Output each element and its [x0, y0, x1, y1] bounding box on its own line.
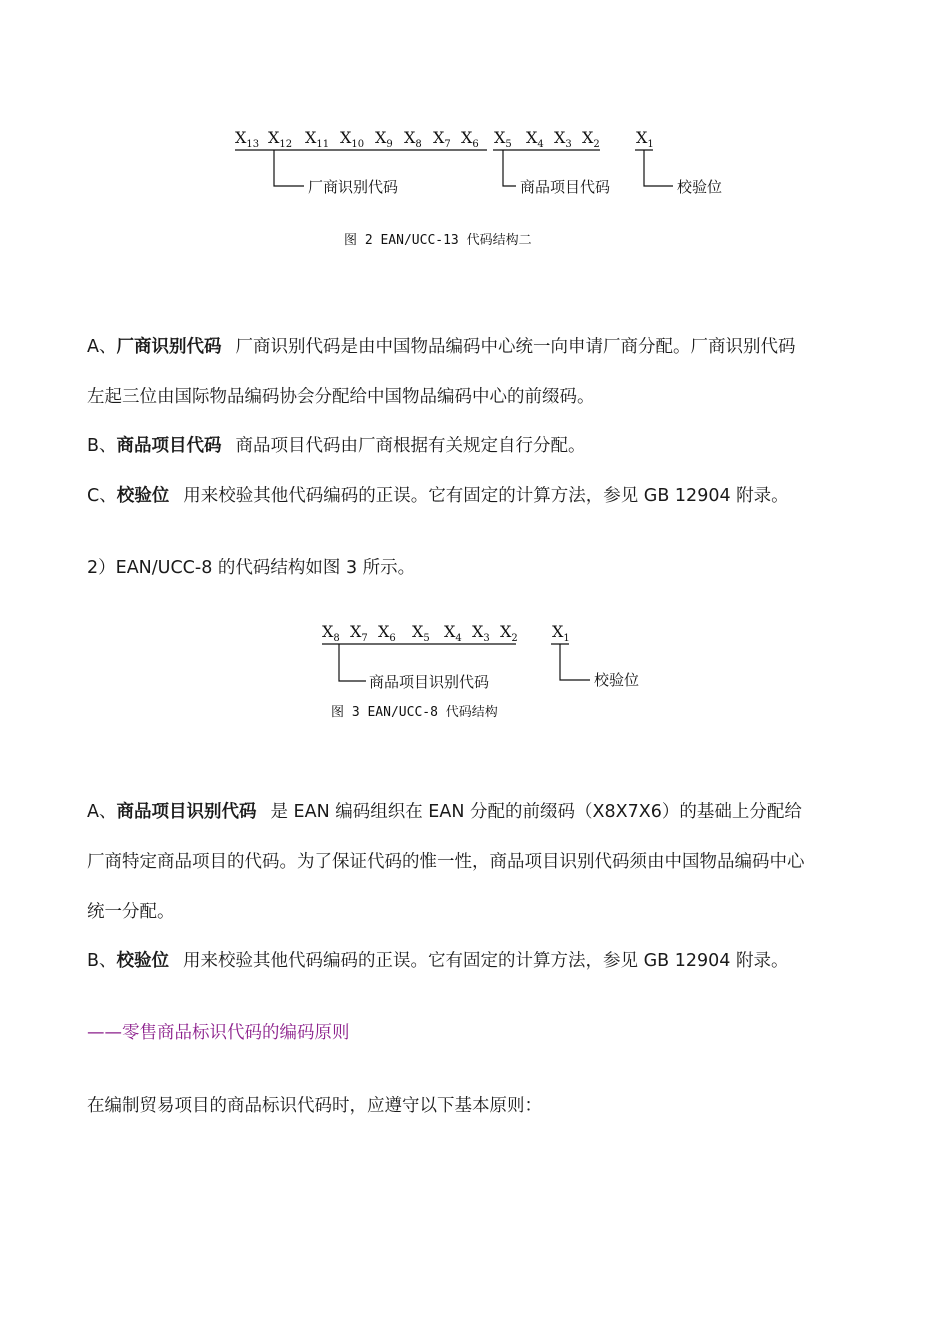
- para-a-text: 厂商识别代码是由中国物品编码中心统一向申请厂商分配。厂商识别代码: [235, 337, 796, 357]
- closing-paragraph: 在编制贸易项目的商品标识代码时，应遵守以下基本原则：: [87, 1096, 542, 1116]
- leader-manufacturer: [274, 150, 304, 186]
- para2-a-prefix: A、: [87, 802, 117, 822]
- f3-x3-label: $X_3$: [472, 622, 490, 644]
- leader-item: [503, 150, 516, 186]
- f3-x5-label: $X_5$: [412, 622, 430, 644]
- f3-x8-label: $X_8$: [322, 622, 340, 644]
- para-c-text: 用来校验其他代码编码的正误。它有固定的计算方法，参见 GB 12904 附录。: [183, 486, 789, 506]
- label-item-code: 商品项目代码: [520, 178, 611, 196]
- para-b-text: 商品项目代码由厂商根据有关规定自行分配。: [235, 436, 586, 456]
- para-a-item-id: [87, 800, 802, 824]
- f3-x7-label: $X_7$: [350, 622, 368, 644]
- x10-label: $X_{10}$: [340, 128, 365, 150]
- f3-x2-label: $X_2$: [500, 622, 518, 644]
- para-b-check-digit: [87, 949, 788, 973]
- figure-2-caption: 图 2 EAN/UCC-13 代码结构二: [344, 233, 532, 248]
- para2-a-line3: 统一分配。: [87, 902, 175, 922]
- para2-a-line2: 厂商特定商品项目的代码。为了保证代码的惟一性，商品项目识别代码须由中国物品编码中心: [87, 852, 805, 872]
- f3-label-item-id-code: 商品项目识别代码: [369, 673, 490, 691]
- f3-label-check-digit: 校验位: [594, 671, 640, 689]
- f3-x1-label: $X_1$: [552, 622, 570, 644]
- label-manufacturer-code: 厂商识别代码: [308, 178, 399, 196]
- x11-label: $X_{11}$: [305, 128, 330, 150]
- term-manufacturer-code: 厂商识别代码: [116, 337, 222, 357]
- para-b-item-code: [87, 434, 586, 458]
- leader-check: [644, 150, 673, 186]
- f3-leader-check: [560, 644, 590, 680]
- para-a-prefix: A、: [87, 337, 117, 357]
- x13-label: $X_{13}$: [235, 128, 260, 150]
- x4-label: $X_4$: [526, 128, 544, 150]
- para-c-check-digit: [87, 484, 789, 508]
- x8-label: $X_8$: [404, 128, 422, 150]
- x7-label: $X_7$: [433, 128, 451, 150]
- intro-ean-ucc-8: 2）EAN/UCC-8 的代码结构如图 3 所示。: [87, 558, 416, 578]
- x2-label: $X_2$: [582, 128, 600, 150]
- x1-label: $X_1$: [636, 128, 654, 150]
- para2-b-prefix: B、: [87, 951, 117, 971]
- para2-a-text: 是 EAN 编码组织在 EAN 分配的前缀码（X8X7X6）的基础上分配给: [270, 802, 802, 822]
- section-heading: ——零售商品标识代码的编码原则: [87, 1023, 350, 1043]
- x5-label: $X_5$: [494, 128, 512, 150]
- x9-label: $X_9$: [375, 128, 393, 150]
- term-item-code: 商品项目代码: [116, 436, 222, 456]
- term-item-id-code: 商品项目识别代码: [116, 802, 257, 822]
- para-a-continued: 左起三位由国际物品编码协会分配给中国物品编码中心的前缀码。: [87, 387, 595, 407]
- para-c-prefix: C、: [87, 486, 117, 506]
- figure-3-caption: 图 3 EAN/UCC-8 代码结构: [331, 705, 498, 720]
- x6-label: $X_6$: [461, 128, 479, 150]
- f3-leader-item: [339, 644, 366, 681]
- term-check-digit: 校验位: [116, 486, 170, 506]
- label-check-digit: 校验位: [677, 178, 723, 196]
- f3-x4-label: $X_4$: [444, 622, 462, 644]
- para-a-manufacturer: [87, 335, 795, 359]
- para-b-prefix: B、: [87, 436, 117, 456]
- x3-label: $X_3$: [554, 128, 572, 150]
- term-check-digit-2: 校验位: [116, 951, 170, 971]
- f3-x6-label: $X_6$: [378, 622, 396, 644]
- x12-label: $X_{12}$: [268, 128, 293, 150]
- para2-b-text: 用来校验其他代码编码的正误。它有固定的计算方法，参见 GB 12904 附录。: [183, 951, 789, 971]
